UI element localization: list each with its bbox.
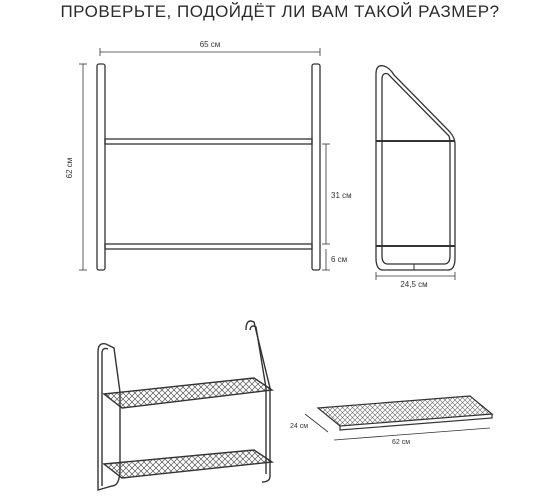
front-view [79,48,330,270]
bottom-gap-label: 6 см [331,255,348,264]
shelf-depth-dimension-line [305,414,328,432]
upper-shelf [105,139,312,144]
shelf-depth-label: 24 см [290,423,309,430]
right-post [312,64,320,270]
left-post [97,64,105,270]
shelf-detail [305,396,492,440]
side-view [376,66,455,280]
shelf-length-label: 62 см [392,439,411,446]
perspective-view [98,321,272,490]
depth-label: 24,5 см [400,280,428,289]
height-label: 62 см [65,157,74,179]
shelf-length-dimension-line [334,428,490,440]
lower-shelf [105,244,312,249]
width-label: 65 см [199,40,221,49]
shelf-gap-label: 31 см [331,191,352,200]
page-title: ПРОВЕРЬТЕ, ПОДОЙДЁТ ЛИ ВАМ ТАКОЙ РАЗМЕР? [60,2,500,21]
